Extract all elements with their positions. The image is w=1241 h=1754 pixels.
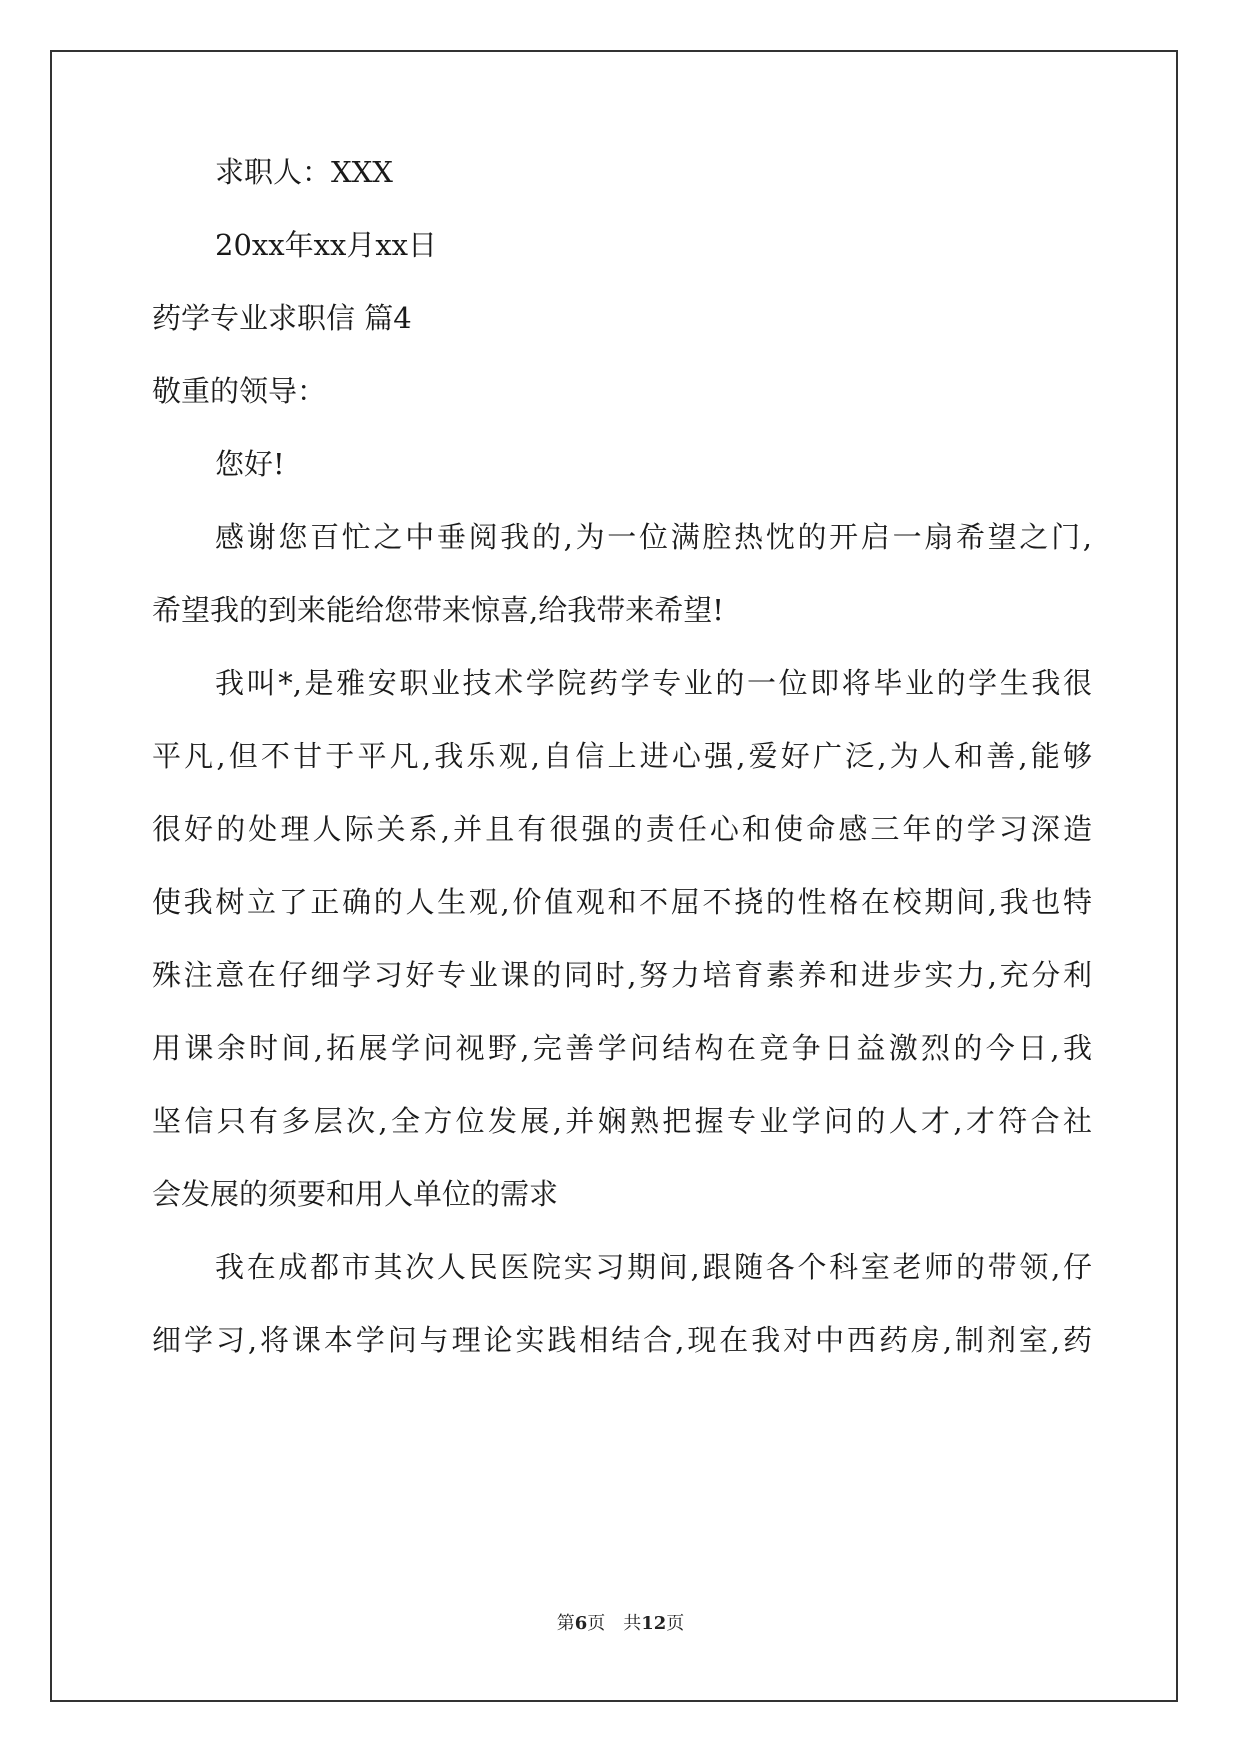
salutation: 敬重的领导： <box>152 374 327 408</box>
footer-total-prefix: 共 <box>623 1613 642 1634</box>
greeting: 您好! <box>215 447 285 481</box>
applicant-line: 求职人：XXX <box>215 155 393 189</box>
paragraph-line: 很好的处理人际关系,并且有很强的责任心和使命感三年的学习深造 <box>152 812 1092 846</box>
footer-page-suffix: 页 <box>587 1613 606 1634</box>
paragraph-line: 希望我的到来能给您带来惊喜,给我带来希望! <box>152 593 724 627</box>
paragraph-line: 使我树立了正确的人生观,价值观和不屈不挠的性格在校期间,我也特 <box>152 885 1092 919</box>
section-heading: 药学专业求职信 篇4 <box>152 301 412 335</box>
paragraph-line: 用课余时间,拓展学问视野,完善学问结构在竞争日益激烈的今日,我 <box>152 1031 1092 1065</box>
footer-page-current: 6 <box>574 1613 588 1634</box>
date-line: 20xx年xx月xx日 <box>215 228 438 262</box>
paragraph-line: 我在成都市其次人民医院实习期间,跟随各个科室老师的带领,仔 <box>215 1250 1092 1284</box>
paragraph-line: 平凡,但不甘于平凡,我乐观,自信上进心强,爱好广泛,为人和善,能够 <box>152 739 1092 773</box>
paragraph-line: 坚信只有多层次,全方位发展,并娴熟把握专业学问的人才,才符合社 <box>152 1104 1092 1138</box>
footer-page-prefix: 第 <box>556 1613 575 1634</box>
footer-page-total: 12 <box>641 1613 667 1634</box>
paragraph-line: 殊注意在仔细学习好专业课的同时,努力培育素养和进步实力,充分利 <box>152 958 1092 992</box>
paragraph-line: 我叫*,是雅安职业技术学院药学专业的一位即将毕业的学生我很 <box>215 666 1092 700</box>
paragraph-line: 细学习,将课本学问与理论实践相结合,现在我对中西药房,制剂室,药 <box>152 1323 1092 1357</box>
page-footer <box>0 1612 1241 1636</box>
paragraph-line: 感谢您百忙之中垂阅我的,为一位满腔热忱的开启一扇希望之门, <box>215 520 1092 554</box>
footer-total-suffix: 页 <box>666 1613 685 1634</box>
paragraph-line: 会发展的须要和用人单位的需求 <box>152 1177 559 1211</box>
